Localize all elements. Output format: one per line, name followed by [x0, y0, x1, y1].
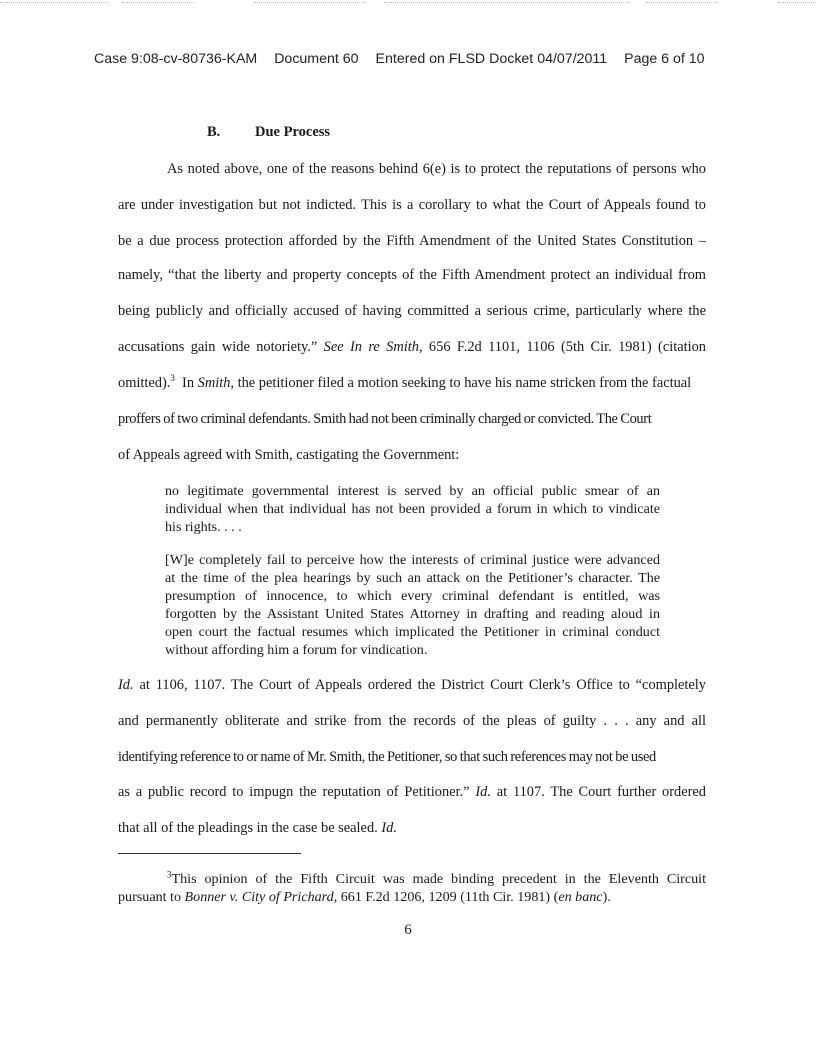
id-citation-italic: Id. [475, 784, 491, 800]
footnote-marker: 3 [167, 869, 172, 880]
text-line: and permanently obliterate and strike from the records of the pleas of guilty . . . any and all [118, 713, 706, 729]
text-line [118, 676, 706, 694]
case-name-italic: Bonner v. City of Prichard [184, 889, 334, 905]
quote-line: no legitimate governmental interest is served by an official public smear of an [165, 483, 660, 499]
footnote-reference: 3 [170, 373, 175, 384]
citation-italic: See In re Smith [323, 339, 419, 355]
page-number: 6 [404, 922, 412, 938]
text-run: In [174, 375, 198, 391]
section-title: Due Process [255, 124, 331, 140]
text-run: as a public record to impugn the reputation of Petitioner.” [118, 784, 470, 800]
text-run: , 661 F.2d 1206, 1209 (11th Cir. 1981) ( [333, 889, 559, 905]
quote-line: presumption of innocence, to which every criminal defendant is entitled, was [165, 588, 660, 604]
footnote-line [118, 888, 706, 906]
text-run: accusations gain wide notoriety.” [118, 339, 318, 355]
quote-line: at the time of the plea hearings by such an attack on the Petitioner’s character. The [165, 570, 660, 586]
scan-artifacts [0, 0, 816, 18]
text-run: at 1107. The Court further ordered [490, 784, 706, 800]
text-run: , 656 F.2d 1101, 1106 (5th Cir. 1981) (citation [418, 339, 706, 355]
quote-line: without affording him a forum for vindication. [165, 642, 428, 658]
footnote-line [167, 870, 706, 888]
quote-line: individual when that individual has not been provided a forum in which to vindicate [165, 501, 660, 517]
id-citation-italic: Id. [118, 677, 134, 693]
entered-on-docket: Entered on FLSD Docket 04/07/2011 [375, 51, 608, 67]
en-banc-italic: en banc [558, 889, 603, 905]
docket-header [94, 51, 705, 67]
document-number: Document 60 [274, 51, 359, 67]
text-run: that all of the pleadings in the case be sealed. [118, 820, 378, 836]
text-line [118, 338, 706, 356]
section-number: B. [207, 124, 221, 140]
section-heading [207, 124, 330, 141]
quote-line: his rights. . . . [165, 519, 242, 535]
quote-line: open court the factual resumes which implicated the Petitioner in criminal conduct [165, 624, 660, 640]
text-run: at 1106, 1107. The Court of Appeals ordered the District Court Clerk’s Office to “completely [133, 677, 706, 693]
text-run: ). [602, 889, 611, 905]
block-quote-2 [165, 551, 660, 659]
text-line: of Appeals agreed with Smith, castigating the Government: [118, 447, 460, 463]
text-line: namely, “that the liberty and property concepts of the Fifth Amendment protect an individual from [118, 267, 706, 283]
case-number: Case 9:08-cv-80736-KAM [94, 51, 258, 67]
text-line: are under investigation but not indicted. This is a corollary to what the Court of Appeals found to [118, 197, 706, 213]
block-quote-1 [165, 482, 660, 536]
id-citation-italic: Id. [381, 820, 397, 836]
text-run: omitted). [118, 375, 171, 391]
text-run: This opinion of the Fifth Circuit was made binding precedent in the Eleventh Circuit [171, 871, 706, 887]
text-line [118, 783, 706, 801]
quote-line: [W]e completely fail to perceive how the interests of criminal justice were advanced [165, 552, 660, 568]
text-line: identifying reference to or name of Mr. Smith, the Petitioner, so that such references may not be used [118, 749, 656, 765]
case-name-italic: Smith [197, 375, 231, 391]
text-line: As noted above, one of the reasons behind 6(e) is to protect the reputations of persons who [167, 161, 706, 177]
text-run: pursuant to [118, 889, 185, 905]
quote-line: forgotten by the Assistant United States Attorney in drafting and reading aloud in [165, 606, 660, 622]
page-of-total: Page 6 of 10 [624, 51, 705, 67]
text-line [118, 819, 706, 837]
text-line: proffers of two criminal defendants. Smith had not been criminally charged or convicted. The Court [118, 411, 652, 427]
text-run: , the petitioner filed a motion seeking to have his name stricken from the factual [230, 375, 692, 391]
footnote-divider [118, 853, 301, 854]
text-line [118, 374, 706, 392]
text-line: being publicly and officially accused of having committed a serious crime, particularly where the [118, 303, 706, 319]
text-line: be a due process protection afforded by the Fifth Amendment of the United States Constitution – [118, 233, 706, 249]
